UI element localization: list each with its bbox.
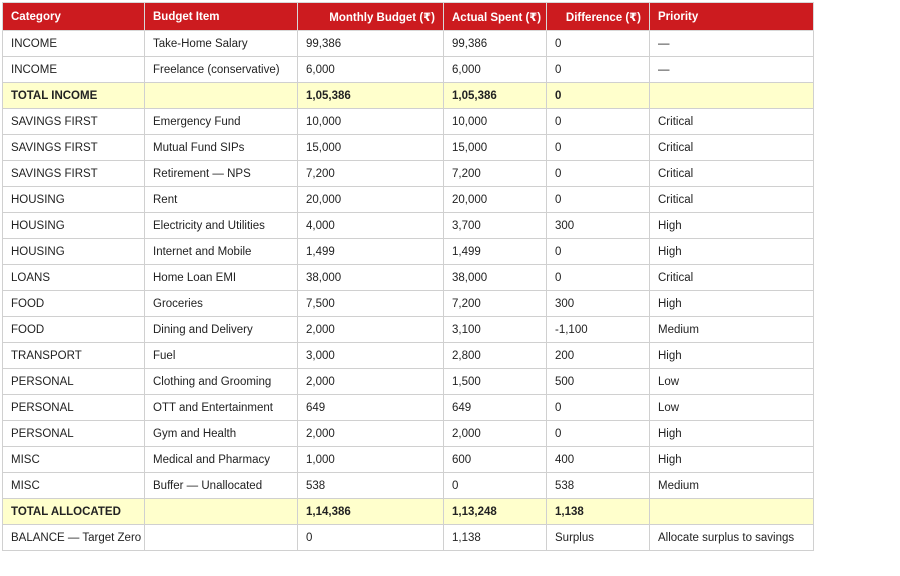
difference-cell[interactable]: 0: [547, 83, 650, 109]
difference-cell[interactable]: 0: [547, 421, 650, 447]
table-row[interactable]: [3, 473, 814, 499]
monthly-budget-cell[interactable]: 1,05,386: [298, 83, 444, 109]
table-row[interactable]: [3, 57, 814, 83]
priority-cell[interactable]: [650, 83, 814, 109]
budget-item-cell[interactable]: Take-Home Salary: [145, 31, 298, 57]
budget-item-cell[interactable]: Rent: [145, 187, 298, 213]
budget-item-cell[interactable]: [145, 525, 298, 551]
difference-cell[interactable]: 0: [547, 161, 650, 187]
monthly-budget-cell[interactable]: 99,386: [298, 31, 444, 57]
table-row[interactable]: [3, 447, 814, 473]
header-priority[interactable]: Priority: [650, 3, 814, 31]
monthly-budget-cell[interactable]: 1,14,386: [298, 499, 444, 525]
table-row[interactable]: [3, 135, 814, 161]
category-cell[interactable]: FOOD: [3, 317, 145, 343]
budget-item-cell[interactable]: Gym and Health: [145, 421, 298, 447]
category-cell[interactable]: FOOD: [3, 291, 145, 317]
table-row[interactable]: [3, 317, 814, 343]
priority-cell[interactable]: High: [650, 239, 814, 265]
actual-spent-cell[interactable]: 0: [444, 473, 547, 499]
difference-cell[interactable]: 0: [547, 265, 650, 291]
table-row[interactable]: [3, 109, 814, 135]
budget-item-cell[interactable]: [145, 499, 298, 525]
budget-item-cell[interactable]: Mutual Fund SIPs: [145, 135, 298, 161]
actual-spent-cell[interactable]: 3,100: [444, 317, 547, 343]
priority-cell[interactable]: —: [650, 31, 814, 57]
difference-cell[interactable]: 200: [547, 343, 650, 369]
difference-cell[interactable]: 0: [547, 187, 650, 213]
actual-spent-cell[interactable]: 6,000: [444, 57, 547, 83]
priority-cell[interactable]: Medium: [650, 473, 814, 499]
priority-cell[interactable]: Medium: [650, 317, 814, 343]
category-cell[interactable]: TOTAL ALLOCATED: [3, 499, 145, 525]
budget-item-cell[interactable]: Groceries: [145, 291, 298, 317]
category-cell[interactable]: SAVINGS FIRST: [3, 135, 145, 161]
table-body: [3, 31, 814, 551]
difference-cell[interactable]: 1,138: [547, 499, 650, 525]
table-row[interactable]: [3, 239, 814, 265]
table-row[interactable]: [3, 395, 814, 421]
monthly-budget-cell[interactable]: 20,000: [298, 187, 444, 213]
priority-cell[interactable]: Critical: [650, 187, 814, 213]
monthly-budget-cell[interactable]: 15,000: [298, 135, 444, 161]
budget-item-cell[interactable]: Medical and Pharmacy: [145, 447, 298, 473]
total-row[interactable]: [3, 83, 814, 109]
category-cell[interactable]: LOANS: [3, 265, 145, 291]
budget-item-cell[interactable]: Buffer — Unallocated: [145, 473, 298, 499]
category-cell[interactable]: INCOME: [3, 31, 145, 57]
category-cell[interactable]: TRANSPORT: [3, 343, 145, 369]
table-row[interactable]: [3, 291, 814, 317]
budget-item-cell[interactable]: Fuel: [145, 343, 298, 369]
header-actual-spent[interactable]: Actual Spent (₹): [444, 3, 547, 31]
category-cell[interactable]: HOUSING: [3, 213, 145, 239]
actual-spent-cell[interactable]: 649: [444, 395, 547, 421]
priority-cell[interactable]: Low: [650, 395, 814, 421]
difference-cell[interactable]: 0: [547, 239, 650, 265]
priority-cell[interactable]: High: [650, 291, 814, 317]
difference-cell[interactable]: 300: [547, 291, 650, 317]
priority-cell[interactable]: Low: [650, 369, 814, 395]
priority-cell[interactable]: [650, 499, 814, 525]
priority-cell[interactable]: Critical: [650, 135, 814, 161]
category-cell[interactable]: SAVINGS FIRST: [3, 109, 145, 135]
difference-cell[interactable]: Surplus: [547, 525, 650, 551]
priority-cell[interactable]: High: [650, 421, 814, 447]
actual-spent-cell[interactable]: 1,500: [444, 369, 547, 395]
priority-cell[interactable]: Critical: [650, 161, 814, 187]
table-row[interactable]: [3, 369, 814, 395]
monthly-budget-cell[interactable]: 2,000: [298, 421, 444, 447]
category-cell[interactable]: PERSONAL: [3, 395, 145, 421]
monthly-budget-cell[interactable]: 6,000: [298, 57, 444, 83]
priority-cell[interactable]: High: [650, 343, 814, 369]
category-cell[interactable]: MISC: [3, 447, 145, 473]
header-difference[interactable]: Difference (₹): [547, 3, 650, 31]
category-cell[interactable]: TOTAL INCOME: [3, 83, 145, 109]
budget-item-cell[interactable]: Freelance (conservative): [145, 57, 298, 83]
difference-cell[interactable]: 500: [547, 369, 650, 395]
budget-item-cell[interactable]: [145, 83, 298, 109]
difference-cell[interactable]: 400: [547, 447, 650, 473]
actual-spent-cell[interactable]: 38,000: [444, 265, 547, 291]
category-cell[interactable]: HOUSING: [3, 187, 145, 213]
category-cell[interactable]: MISC: [3, 473, 145, 499]
difference-cell[interactable]: 0: [547, 109, 650, 135]
priority-cell[interactable]: —: [650, 57, 814, 83]
actual-spent-cell[interactable]: 3,700: [444, 213, 547, 239]
monthly-budget-cell[interactable]: 1,000: [298, 447, 444, 473]
budget-item-cell[interactable]: Clothing and Grooming: [145, 369, 298, 395]
category-cell[interactable]: PERSONAL: [3, 421, 145, 447]
actual-spent-cell[interactable]: 7,200: [444, 161, 547, 187]
budget-item-cell[interactable]: Dining and Delivery: [145, 317, 298, 343]
actual-spent-cell[interactable]: 1,499: [444, 239, 547, 265]
budget-item-cell[interactable]: Emergency Fund: [145, 109, 298, 135]
monthly-budget-cell[interactable]: 2,000: [298, 369, 444, 395]
actual-spent-cell[interactable]: 1,05,386: [444, 83, 547, 109]
actual-spent-cell[interactable]: 10,000: [444, 109, 547, 135]
difference-cell[interactable]: -1,100: [547, 317, 650, 343]
table-row[interactable]: [3, 265, 814, 291]
table-row[interactable]: [3, 187, 814, 213]
monthly-budget-cell[interactable]: 7,500: [298, 291, 444, 317]
actual-spent-cell[interactable]: 2,800: [444, 343, 547, 369]
monthly-budget-cell[interactable]: 649: [298, 395, 444, 421]
actual-spent-cell[interactable]: 1,138: [444, 525, 547, 551]
actual-spent-cell[interactable]: 99,386: [444, 31, 547, 57]
difference-cell[interactable]: 0: [547, 395, 650, 421]
category-cell[interactable]: BALANCE — Target Zero: [3, 525, 145, 551]
monthly-budget-cell[interactable]: 3,000: [298, 343, 444, 369]
category-cell[interactable]: SAVINGS FIRST: [3, 161, 145, 187]
priority-cell[interactable]: Allocate surplus to savings: [650, 525, 814, 551]
table-row[interactable]: [3, 343, 814, 369]
budget-table: [2, 2, 814, 551]
budget-item-cell[interactable]: Internet and Mobile: [145, 239, 298, 265]
budget-item-cell[interactable]: Electricity and Utilities: [145, 213, 298, 239]
priority-cell[interactable]: Critical: [650, 109, 814, 135]
priority-cell[interactable]: High: [650, 213, 814, 239]
actual-spent-cell[interactable]: 20,000: [444, 187, 547, 213]
monthly-budget-cell[interactable]: 538: [298, 473, 444, 499]
table-row[interactable]: [3, 161, 814, 187]
actual-spent-cell[interactable]: 7,200: [444, 291, 547, 317]
monthly-budget-cell[interactable]: 0: [298, 525, 444, 551]
table-row[interactable]: [3, 525, 814, 551]
difference-cell[interactable]: 0: [547, 135, 650, 161]
monthly-budget-cell[interactable]: 10,000: [298, 109, 444, 135]
budget-item-cell[interactable]: Home Loan EMI: [145, 265, 298, 291]
table-row[interactable]: [3, 421, 814, 447]
total-row[interactable]: [3, 499, 814, 525]
priority-cell[interactable]: Critical: [650, 265, 814, 291]
priority-cell[interactable]: High: [650, 447, 814, 473]
table-row[interactable]: [3, 31, 814, 57]
monthly-budget-cell[interactable]: 7,200: [298, 161, 444, 187]
category-cell[interactable]: INCOME: [3, 57, 145, 83]
monthly-budget-cell[interactable]: 1,499: [298, 239, 444, 265]
monthly-budget-cell[interactable]: 4,000: [298, 213, 444, 239]
difference-cell[interactable]: 300: [547, 213, 650, 239]
monthly-budget-cell[interactable]: 38,000: [298, 265, 444, 291]
category-cell[interactable]: HOUSING: [3, 239, 145, 265]
difference-cell[interactable]: 538: [547, 473, 650, 499]
difference-cell[interactable]: 0: [547, 31, 650, 57]
actual-spent-cell[interactable]: 2,000: [444, 421, 547, 447]
header-monthly-budget[interactable]: Monthly Budget (₹): [298, 3, 444, 31]
header-row: [3, 3, 814, 31]
actual-spent-cell[interactable]: 1,13,248: [444, 499, 547, 525]
difference-cell[interactable]: 0: [547, 57, 650, 83]
budget-item-cell[interactable]: Retirement — NPS: [145, 161, 298, 187]
header-category[interactable]: Category: [3, 3, 145, 31]
table-row[interactable]: [3, 213, 814, 239]
actual-spent-cell[interactable]: 15,000: [444, 135, 547, 161]
budget-item-cell[interactable]: OTT and Entertainment: [145, 395, 298, 421]
actual-spent-cell[interactable]: 600: [444, 447, 547, 473]
category-cell[interactable]: PERSONAL: [3, 369, 145, 395]
monthly-budget-cell[interactable]: 2,000: [298, 317, 444, 343]
header-budget-item[interactable]: Budget Item: [145, 3, 298, 31]
